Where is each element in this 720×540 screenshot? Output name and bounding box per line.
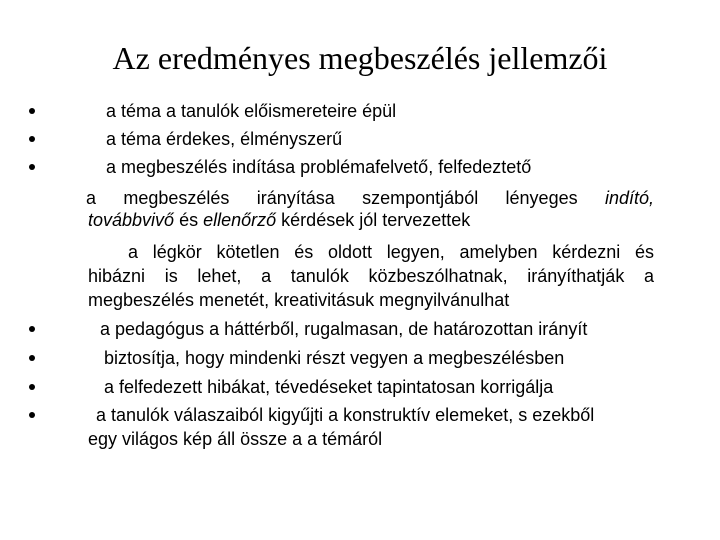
bullet-dot <box>29 412 35 418</box>
bullet-dot <box>29 326 35 332</box>
bullet-dot <box>29 108 35 114</box>
bullet-4-pre: a megbeszélés irányítása szempontjából lényeges <box>86 188 578 208</box>
bullet-text-9-line-2: egy világos kép áll össze a a témáról <box>88 429 383 449</box>
bullet-text-6: a pedagógus a háttérből, rugalmasan, de határozottan irányít <box>100 319 588 339</box>
bullet-4-post: kérdések jól tervezettek <box>281 210 471 230</box>
bullet-dot <box>29 164 35 170</box>
bullet-text-5-line-1: a légkör kötetlen és oldott legyen, amelyben kérdezni és <box>128 242 654 262</box>
bullet-text-4-line-2 <box>88 207 470 233</box>
bullet-4-italic-ellenorzo: ellenőrző <box>203 210 277 230</box>
bullet-text-5-line-3: megbeszélés menetét, kreativitásuk megnyilvánulhat <box>88 290 510 310</box>
bullet-text-1: a téma a tanulók előismereteire épül <box>106 101 397 121</box>
bullet-dot <box>29 355 35 361</box>
bullet-4-mid: és <box>179 210 199 230</box>
bullet-4-italic-tovabbvivo: továbbvivő <box>88 210 175 230</box>
bullet-dot <box>29 136 35 142</box>
bullet-4-italic-indito: indító, <box>604 188 654 208</box>
bullet-text-7: biztosítja, hogy mindenki részt vegyen a megbeszélésben <box>104 348 565 368</box>
bullet-text-2: a téma érdekes, élményszerű <box>106 129 343 149</box>
bullet-dot <box>29 384 35 390</box>
bullet-text-9-line-1: a tanulók válaszaiból kigyűjti a konstruktív elemeket, s ezekből <box>96 405 595 425</box>
bullet-text-8: a felfedezett hibákat, tévedéseket tapintatosan korrigálja <box>104 377 554 397</box>
slide-title: Az eredményes megbeszélés jellemzői <box>112 40 608 76</box>
bullet-text-3: a megbeszélés indítása problémafelvető, felfedeztető <box>106 157 532 177</box>
bullet-text-5-line-2: hibázni is lehet, a tanulók közbeszólhatnak, irányíthatják a <box>88 266 654 286</box>
